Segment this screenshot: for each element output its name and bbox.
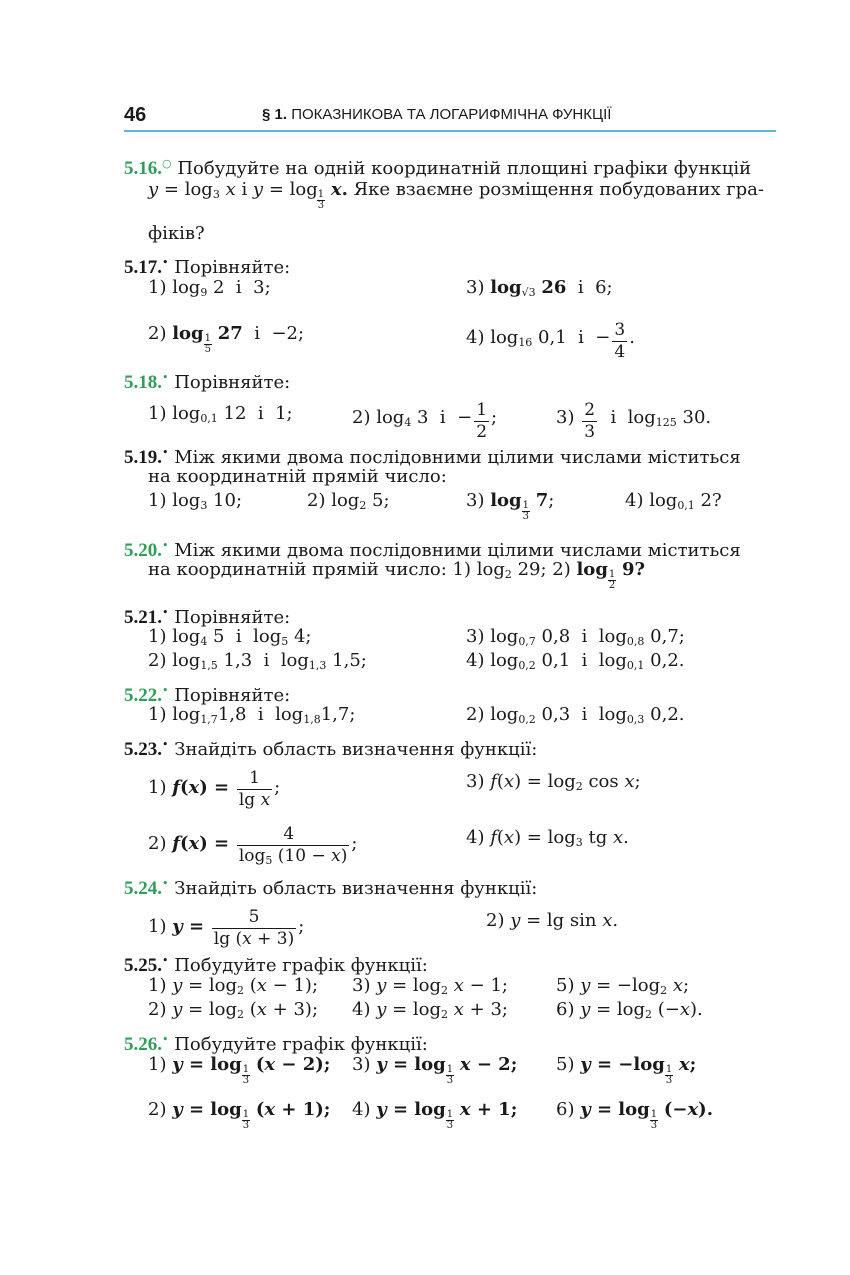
problem-5-21: 5.21.• Порівняйте:: [124, 606, 291, 628]
p521-item4: 4) $\log_{0,2} 0,1$ і $\log_{0,1} 0,2$.: [466, 650, 685, 672]
problem-5-16-line3: фіків?: [148, 223, 205, 244]
p526-item1: 1) y = log 1 3 (x − 2);: [148, 1054, 331, 1086]
p524-item1: 1) y = $\frac{5}{\lg (x + 3)}$ ;: [148, 907, 305, 949]
p519-item1: 1) $\log_3 10$;: [148, 490, 243, 512]
p519-item2: 2) $\log_2 5$;: [307, 490, 390, 512]
problem-5-17: 5.17.• Порівняйте:: [124, 256, 291, 278]
p523-item4: 4) $f(x) = \log_3$ tg x.: [466, 827, 629, 849]
p522-item2: 2) $\log_{0,2} 0,3$ і $\log_{0,3} 0,2$.: [466, 704, 685, 726]
problem-5-26: 5.26.• Побудуйте графік функції:: [124, 1033, 428, 1055]
page-header: [124, 100, 776, 132]
problem-5-24: 5.24.• Знайдіть область визначення функції:: [124, 877, 538, 899]
p519-item4: 4) $\log_{0,1} 2$?: [625, 490, 722, 512]
p523-item2: 2) f(x) = $\frac{4}{\log_5 (10 - x)}$ ;: [148, 824, 358, 867]
problem-5-20-line2: на координатній прямій число: 1) $\log_2 29$; 2) log 1 2 9?: [148, 559, 646, 591]
p523-item1: 1) f(x) = $\frac{1}{\text{lg x}}$ ;: [148, 768, 281, 810]
p523-item3: 3) $f(x) = \log_2 \cos x$;: [466, 771, 641, 793]
problem-5-16-line1: 5.16.○ Побудуйте на одній координатній площині графіки функцій: [124, 157, 752, 179]
p526-item4: 4) y = log 1 3 x + 1;: [352, 1099, 518, 1131]
p518-item1: 1) $\log_{0,1} 12$ і 1;: [148, 403, 293, 425]
page-number: 46: [124, 104, 147, 126]
p526-item5: 5) y = −log 1 3 x;: [556, 1054, 697, 1086]
p526-item6: 6) y = log 1 3 (−x).: [556, 1099, 713, 1131]
p525-item4: 4) $y = \log_2 x + 3$;: [352, 999, 508, 1021]
problem-5-18: 5.18.• Порівняйте:: [124, 371, 291, 393]
p519-item3: 3) log 1 3 7;: [466, 490, 555, 522]
p521-item1: 1) $\log_4 5$ і $\log_5 4$;: [148, 626, 312, 648]
p517-item3: 3) $\log_{√3} 26$ і 6;: [466, 277, 613, 299]
problem-5-16-line2: $y = \log_3 x$ і y = log 1 3 x. Яке взаємне розміщення побудованих гра-: [148, 179, 764, 211]
running-title: § 1. ПОКАЗНИКОВА ТА ЛОГАРИФМІЧНА ФУНКЦІЇ: [262, 106, 612, 123]
p526-item3: 3) y = log 1 3 x − 2;: [352, 1054, 518, 1086]
p518-item3: 3) $\frac{2}{3}$ і $\log_{125} 30$.: [556, 400, 712, 442]
p525-item5: 5) $y = -\log_2$ x;: [556, 975, 690, 997]
problem-5-20-line1: 5.20.• Між якими двома послідовними цілими числами міститься: [124, 539, 741, 561]
p525-item6: 6) $y = \log_2 (-x)$.: [556, 999, 703, 1021]
p526-item2: 2) y = log 1 3 (x + 1);: [148, 1099, 331, 1131]
p517-item2: 2) log 1 5 27 і −2;: [148, 323, 305, 355]
p525-item1: 1) $y = \log_2 (x - 1)$;: [148, 975, 319, 997]
p525-item3: 3) $y = \log_2 x - 1$;: [352, 975, 508, 997]
p517-item4: 4) $\log_{16} 0,1$ і − $\frac{3}{4}$ .: [466, 320, 635, 362]
p521-item3: 3) $\log_{0,7} 0,8$ і $\log_{0,8} 0,7$;: [466, 626, 685, 648]
problem-5-23: 5.23.• Знайдіть область визначення функції:: [124, 738, 538, 760]
problem-5-19-line2: на координатній прямій число:: [148, 466, 447, 487]
p524-item2: 2) y = lg sin x.: [486, 910, 619, 931]
p518-item2: 2) $\log_4 3$ і − $\frac{1}{2}$ ;: [352, 400, 498, 442]
p522-item1: 1) $\log_{1,7}1,8$ і $\log_{1,8}1,7$;: [148, 704, 356, 726]
p517-item1: 1) $\log_9 2$ і 3;: [148, 277, 271, 299]
problem-5-22: 5.22.• Порівняйте:: [124, 684, 291, 706]
problem-5-19-line1: 5.19.• Між якими двома послідовними цілими числами міститься: [124, 446, 741, 468]
p525-item2: 2) $y = \log_2 (x + 3)$;: [148, 999, 319, 1021]
p521-item2: 2) $\log_{1,5} 1,3$ і $\log_{1,3} 1,5$;: [148, 650, 367, 672]
problem-5-25: 5.25.• Побудуйте графік функції:: [124, 954, 428, 976]
